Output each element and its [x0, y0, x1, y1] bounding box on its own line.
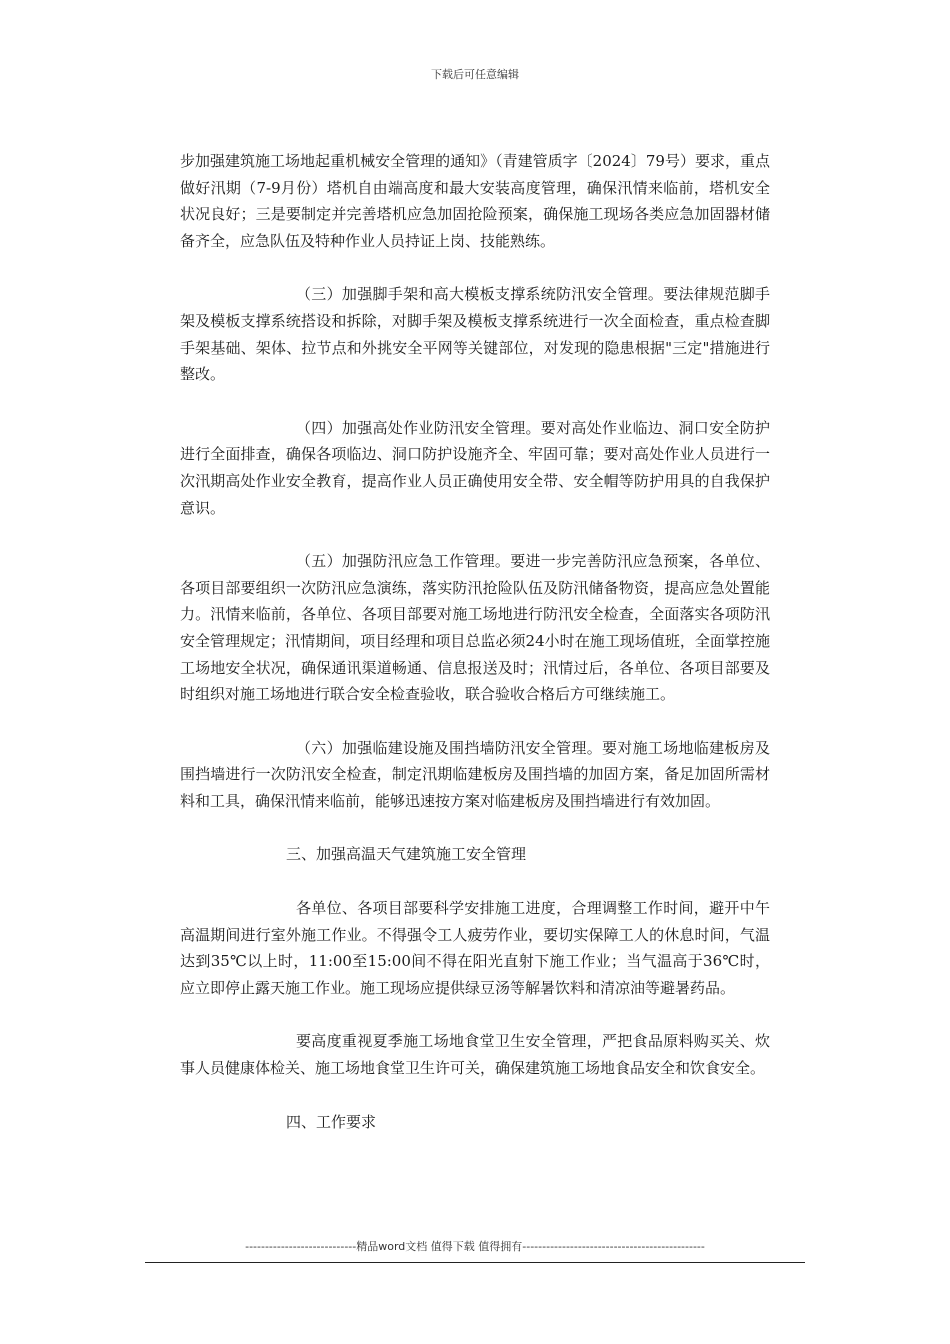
page-header: 下载后可任意编辑: [431, 68, 519, 81]
document-body: [180, 148, 770, 1162]
paragraph-high-temperature-work: 各单位、各项目部要科学安排施工进度，合理调整工作时间，避开中午高温期间进行室外施工作业。不得强令工人疲劳作业，要切实保障工人的休息时间，气温达到35℃以上时，11:00至15:00间不得在阳光直射下施工作业；当气温高于36℃时，应立即停止露天施工作业。施工现场应提供绿豆汤等解暑饮料和清凉油等避暑药品。: [180, 899, 770, 997]
paragraph-crane-safety: 步加强建筑施工场地起重机械安全管理的通知》（青建管质字〔2024〕79号）要求，重点做好汛期（7-9月份）塔机自由端高度和最大安装高度管理，确保汛情来临前，塔机安全状况良好；三是要制定并完善塔机应急加固抢险预案，确保施工现场各类应急加固器材储备齐全，应急队伍及特种作业人员持证上岗、技能熟练。: [180, 152, 770, 250]
paragraph-height-work-safety: （四）加强高处作业防汛安全管理。要对高处作业临边、洞口安全防护进行全面排查，确保各项临边、洞口防护设施齐全、牢固可靠；要对高处作业人员进行一次汛期高处作业安全教育，提高作业人员正确使用安全带、安全帽等防护用具的自我保护意识。: [180, 418, 770, 517]
section-heading-high-temperature: 三、加强高温天气建筑施工安全管理: [286, 845, 527, 864]
footer-divider: [145, 1262, 805, 1263]
section-heading-work-requirements: 四、工作要求: [286, 1112, 377, 1131]
paragraph-flood-emergency: （五）加强防汛应急工作管理。要进一步完善防汛应急预案，各单位、各项目部要组织一次防汛应急演练，落实防汛抢险队伍及防汛储备物资，提高应急处置能力。汛情来临前，各单位、各项目部要对施工场地进行防汛安全检查，全面落实各项防汛安全管理规定；汛情期间，项目经理和项目总监必须24小时在施工现场值班，全面掌控施工场地安全状况，确保通讯渠道畅通、信息报送及时；汛情过后，各单位、各项目部要及时组织对施工场地进行联合安全检查验收，联合验收合格后方可继续施工。: [180, 552, 770, 704]
paragraph-canteen-safety: 要高度重视夏季施工场地食堂卫生安全管理，严把食品原料购买关、炊事人员健康体检关、施工场地食堂卫生许可关，确保建筑施工场地食品安全和饮食安全。: [180, 1032, 770, 1078]
page-footer: ----------------------------精品word文档 值得下载 值得拥有----------------------------------------------: [245, 1240, 705, 1253]
paragraph-scaffold-safety: （三）加强脚手架和高大模板支撑系统防汛安全管理。要法律规范脚手架及模板支撑系统搭设和拆除，对脚手架及模板支撑系统进行一次全面检查，重点检查脚手架基础、架体、拉节点和外挑安全平网等关键部位，对发现的隐患根据"三定"措施进行整改。: [180, 285, 770, 384]
paragraph-temporary-facilities: （六）加强临建设施及围挡墙防汛安全管理。要对施工场地临建板房及围挡墙进行一次防汛安全检查，制定汛期临建板房及围挡墙的加固方案，备足加固所需材料和工具，确保汛情来临前，能够迅速按方案对临建板房及围挡墙进行有效加固。: [180, 738, 770, 810]
